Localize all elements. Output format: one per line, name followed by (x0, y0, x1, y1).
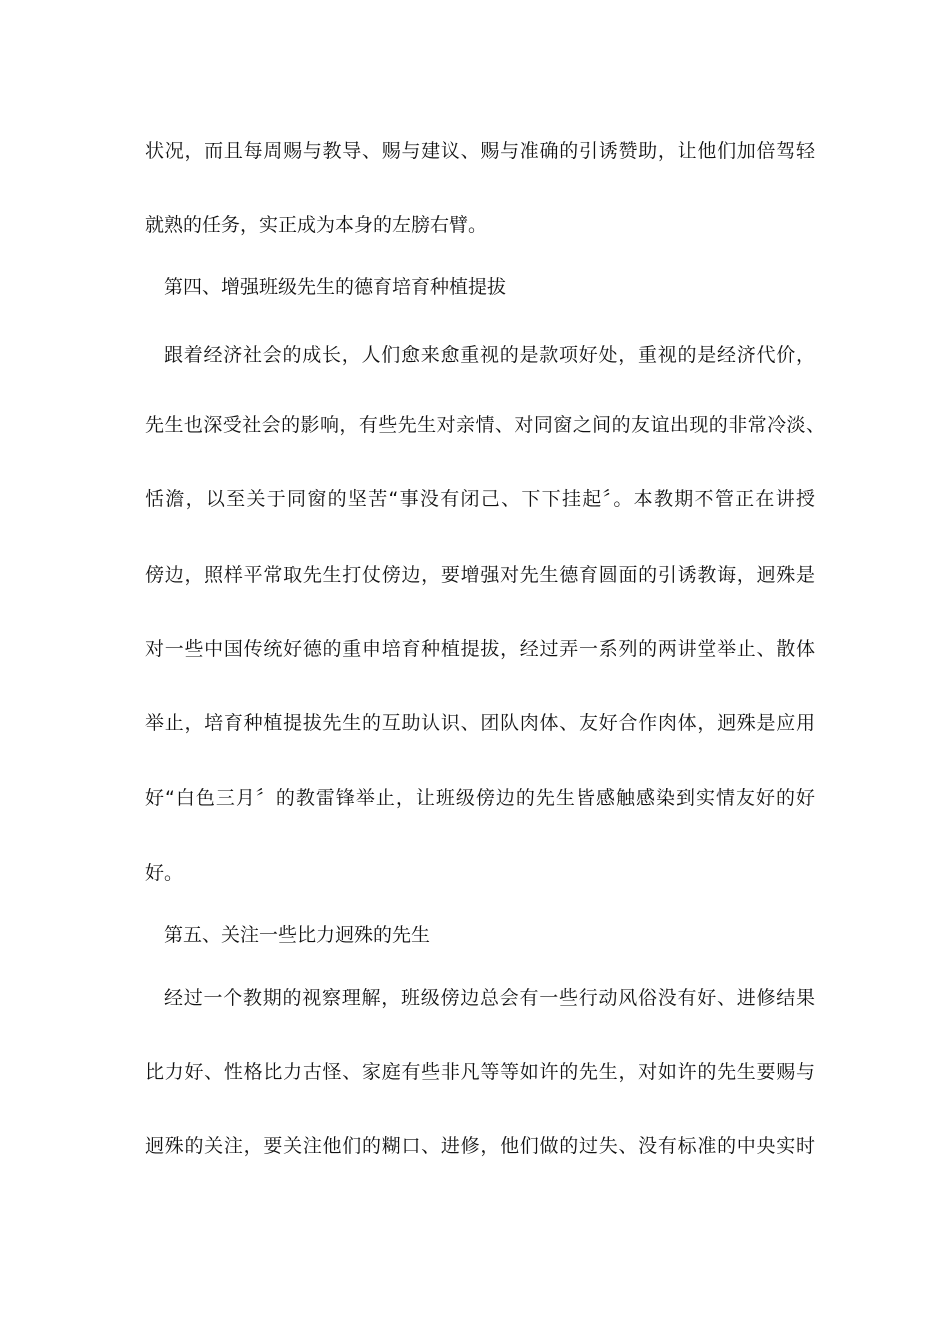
text-line: 傍边，照样平常取先生打仗傍边，要增强对先生德育圆面的引诱教诲，迥殊是 (145, 564, 815, 586)
section-heading: 第五、关注一些比力迥殊的先生 (164, 924, 431, 946)
section-heading: 第四、增强班级先生的德育培育种植提拔 (164, 276, 507, 298)
text-line: 先生也深受社会的影响，有些先生对亲情、对同窗之间的友谊出现的非常冷淡、 (145, 414, 825, 436)
text-line: 对一些中国传统好德的重申培育种植提拔，经过弄一系列的两讲堂举止、散体 (145, 638, 815, 660)
text-line: 恬澹，以至关于同窗的坚苦“事没有闭己、下下挂起〞。本教期不管正在讲授 (145, 488, 815, 510)
text-line: 经过一个教期的视察理解，班级傍边总会有一些行动风俗没有好、进修结果 (164, 987, 815, 1009)
text-line: 迥殊的关注，要关注他们的糊口、进修，他们做的过失、没有标准的中央实时 (145, 1135, 815, 1157)
text-line: 跟着经济社会的成长，人们愈来愈重视的是款项好处，重视的是经济代价， (164, 344, 815, 366)
text-line: 好。 (145, 862, 184, 884)
text-line: 好“白色三月〞的教雷锋举止，让班级傍边的先生皆感触感染到实情友好的好 (145, 787, 815, 809)
text-line: 就熟的任务，实正成为本身的左膀右臂。 (145, 214, 488, 236)
text-line: 状况，而且每周赐与教导、赐与建议、赐与准确的引诱赞助，让他们加倍驾轻 (145, 140, 815, 162)
text-line: 举止，培育种植提拔先生的互助认识、团队肉体、友好合作肉体，迥殊是应用 (145, 712, 815, 734)
text-line: 比力好、性格比力古怪、家庭有些非凡等等如许的先生，对如许的先生要赐与 (145, 1061, 815, 1083)
